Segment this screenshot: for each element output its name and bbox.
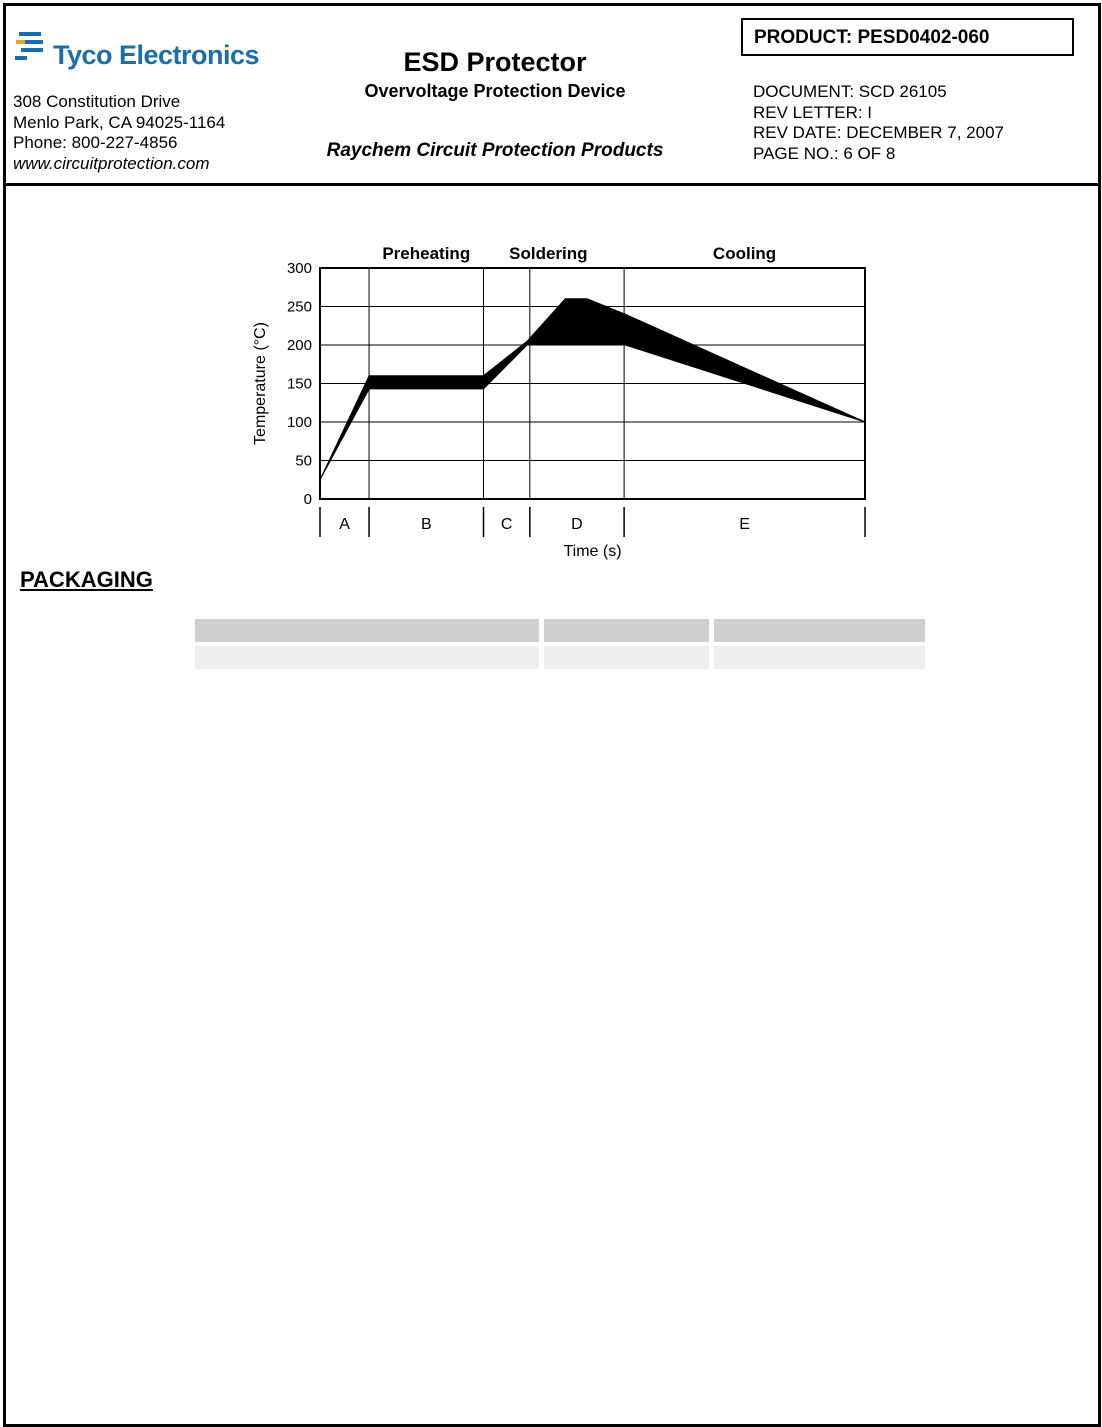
document-meta	[753, 82, 1004, 164]
y-tick-label: 250	[286, 298, 312, 316]
phase-label: Cooling	[712, 244, 777, 263]
table-cell	[544, 646, 709, 669]
page-frame	[3, 3, 1101, 1427]
x-axis-label: Time (s)	[563, 543, 622, 560]
phase-label: Preheating	[382, 244, 471, 263]
company-logo	[15, 26, 260, 74]
packaging-heading: PACKAGING	[20, 567, 153, 592]
company-name: Tyco Electronics	[53, 40, 260, 70]
document-subtitle: Overvoltage Protection Device	[364, 81, 626, 101]
y-tick-label: 0	[303, 491, 312, 508]
reflow-profile-chart	[240, 236, 880, 571]
table-cell	[195, 646, 539, 669]
table-header-cell	[544, 619, 709, 642]
zone-label: B	[420, 516, 432, 533]
website-link[interactable]: www.circuitprotection.com	[13, 153, 210, 173]
document-number: DOCUMENT: SCD 26105	[753, 82, 947, 101]
y-tick-label: 100	[286, 414, 312, 431]
company-address	[13, 92, 225, 174]
product-box: PRODUCT: PESD0402-060	[741, 18, 1074, 56]
address-line-2: Menlo Park, CA 94025-1164	[13, 112, 226, 132]
rev-date: REV DATE: DECEMBER 7, 2007	[753, 123, 1004, 142]
table-cell	[714, 646, 925, 669]
zone-label: A	[339, 516, 350, 533]
y-tick-label: 200	[286, 337, 312, 354]
chart-svg	[240, 236, 880, 566]
y-tick-label: 50	[295, 452, 312, 470]
y-tick-label: 300	[286, 260, 312, 277]
temperature-band	[320, 299, 865, 480]
header-divider	[3, 183, 1101, 186]
phone-line: Phone: 800-227-4856	[13, 133, 178, 152]
brand-line: Raychem Circuit Protection Products	[326, 140, 664, 161]
phase-label: Soldering	[509, 244, 588, 263]
address-line-1: 308 Constitution Drive	[13, 92, 181, 111]
y-axis-label: Temperature (°C)	[252, 322, 269, 445]
zone-label: D	[571, 516, 583, 533]
zone-label: C	[500, 516, 513, 533]
document-title: ESD Protector	[403, 47, 587, 77]
tyco-logo-icon	[15, 30, 51, 70]
table-header-row	[195, 619, 925, 642]
y-tick-label: 150	[286, 375, 312, 393]
table-row	[195, 646, 925, 669]
page-number: PAGE NO.: 6 OF 8	[753, 143, 896, 163]
rev-letter: REV LETTER: I	[753, 102, 873, 122]
table-header-cell	[714, 619, 925, 642]
zone-label: E	[739, 516, 750, 533]
packaging-table	[195, 619, 925, 673]
table-header-cell	[195, 619, 539, 642]
